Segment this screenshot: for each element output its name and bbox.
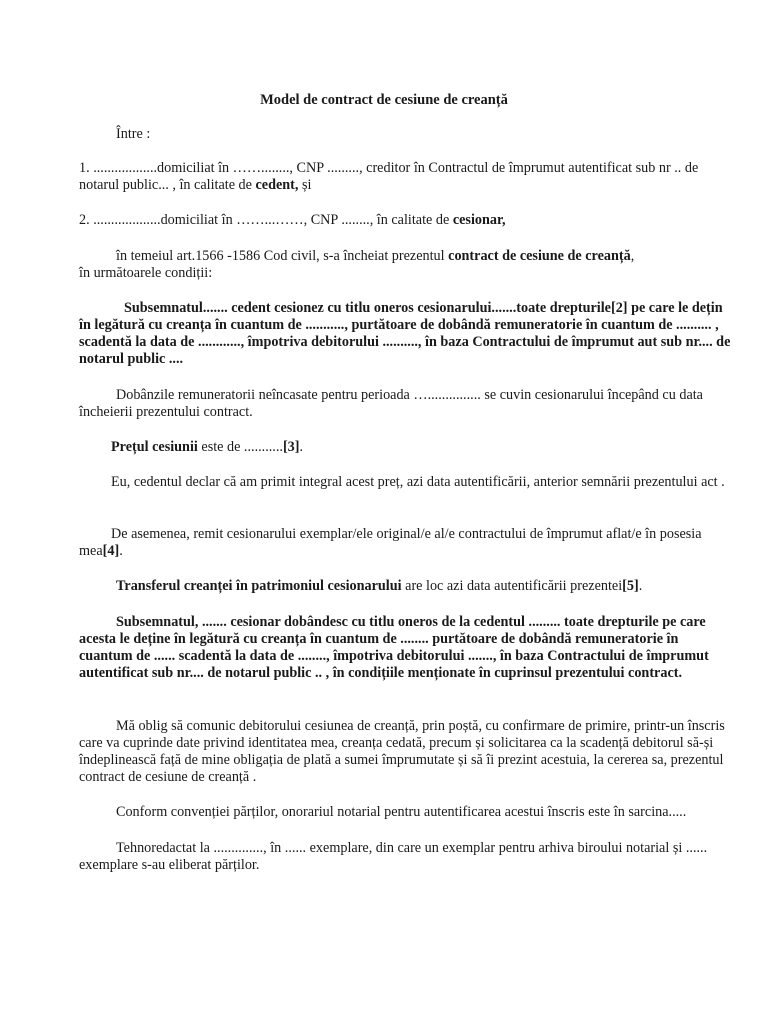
party-1-suffix: și [298, 177, 312, 193]
obligation-paragraph [79, 718, 734, 786]
cedent-clause-text: Subsemnatul....... cedent cesionez cu titlu oneros cesionarului.......toate drepturile [124, 300, 611, 316]
declaration-text: Eu, cedentul declar că am primit integral acest preț, azi data autentificării, anterior semnării prezentului act . [111, 474, 725, 490]
transfer-end: . [638, 578, 643, 594]
party-2-text: 2. ...................domiciliat în ……...……, CNP ........, în calitate de [79, 212, 453, 228]
price-paragraph [79, 439, 734, 456]
party-1-role: cedent, [255, 177, 299, 193]
transfer-text: are loc azi data autentificării prezentei [401, 578, 623, 594]
intro-conditions: în următoarele condiții: [79, 265, 213, 281]
fee-text: Conform convenției părților, onorariul notarial pentru autentificarea acestui înscris este în sarcina..... [116, 804, 687, 820]
price-end: . [299, 439, 304, 455]
declaration-paragraph [79, 474, 734, 491]
footnote-3[interactable]: [3] [282, 439, 300, 455]
cedent-clause [79, 300, 734, 368]
transfer-label: Transferul creanței în patrimoniul cesionarului [116, 578, 402, 594]
party-2-paragraph [79, 212, 734, 229]
between-line [79, 126, 734, 143]
transfer-paragraph [79, 578, 734, 595]
drafted-paragraph [79, 840, 734, 874]
intro-text: în temeiul art.1566 -1586 Cod civil, s-a încheiat prezentul [116, 248, 449, 264]
document-title: Model de contract de cesiune de creanță [260, 92, 508, 108]
cedent-clause-text-2: pe care le dețin în legătură cu creanța în cuantum de ..........., purtătoare de dobândă remuneratorie în cuantum de .......... , scadentă la data de ............, împotriva debitorului .........., în baza Contractului de împrumut aut sub nr.... de notarul public .... [79, 300, 731, 367]
interest-paragraph [79, 387, 734, 421]
intro-comma: , [630, 248, 635, 264]
drafted-text: Tehnoredactat la .............., în ...... exemplare, din care un exemplar pentru arhiva biroului notarial și ...... exemplare s-au eliberat părților. [79, 840, 708, 873]
footnote-5[interactable]: [5] [622, 578, 639, 594]
interest-text: Dobânzile remuneratorii neîncasate pentru perioada …............... se cuvin cesionarului începând cu data încheierii prezentului contract. [79, 387, 703, 420]
remit-paragraph [79, 526, 734, 560]
between-text: Între : [116, 126, 151, 142]
footnote-4[interactable]: [4] [102, 543, 120, 559]
cesionar-clause [79, 614, 734, 682]
cesionar-clause-text: Subsemnatul, ....... cesionar dobândesc cu titlu oneros de la cedentul ......... toate drepturile pe care acesta le deține în legătură cu creanța în cuantum de ........ purtătoare de dobândă remuneratorie în cuantum de ...... scadentă la data de ........, împotriva debitorului ......., în baza Contractului de împrumut autentificat sub nr.... de notarul public .. , în condițiile menționate în cuprinsul prezentului contract. [79, 614, 709, 681]
fee-paragraph [79, 804, 734, 821]
footnote-2[interactable]: [2] [610, 300, 628, 316]
price-text: este de ........... [197, 439, 283, 455]
remit-text: De asemenea, remit cesionarului exemplar/ele original/e al/e contractului de împrumut aflat/e în posesia mea [79, 526, 702, 559]
party-1-text: 1. ..................domiciliat în ……........, CNP ........., creditor în Contractul de împrumut autentificat sub nr .. de notarul public... , în calitate de [79, 160, 699, 193]
price-label: Prețul cesiunii [111, 439, 198, 455]
party-1-paragraph [79, 160, 734, 194]
party-2-role: cesionar, [452, 212, 506, 228]
intro-contract-name: contract de cesiune de creanță [448, 248, 631, 264]
remit-end: . [119, 543, 123, 559]
obligation-text: Mă oblig să comunic debitorului cesiunea de creanță, prin poștă, cu confirmare de primire, printr-un înscris care va cuprinde date privind identitatea mea, creanța cedată, precum și solicitarea ca la scadență debitorul să-și îndeplinească față de mine obligația de plată a sumei împrumutate și să îi prezint acestuia, la cererea sa, prezentul contract de cesiune de creanță . [79, 718, 725, 785]
intro-paragraph [79, 248, 734, 282]
